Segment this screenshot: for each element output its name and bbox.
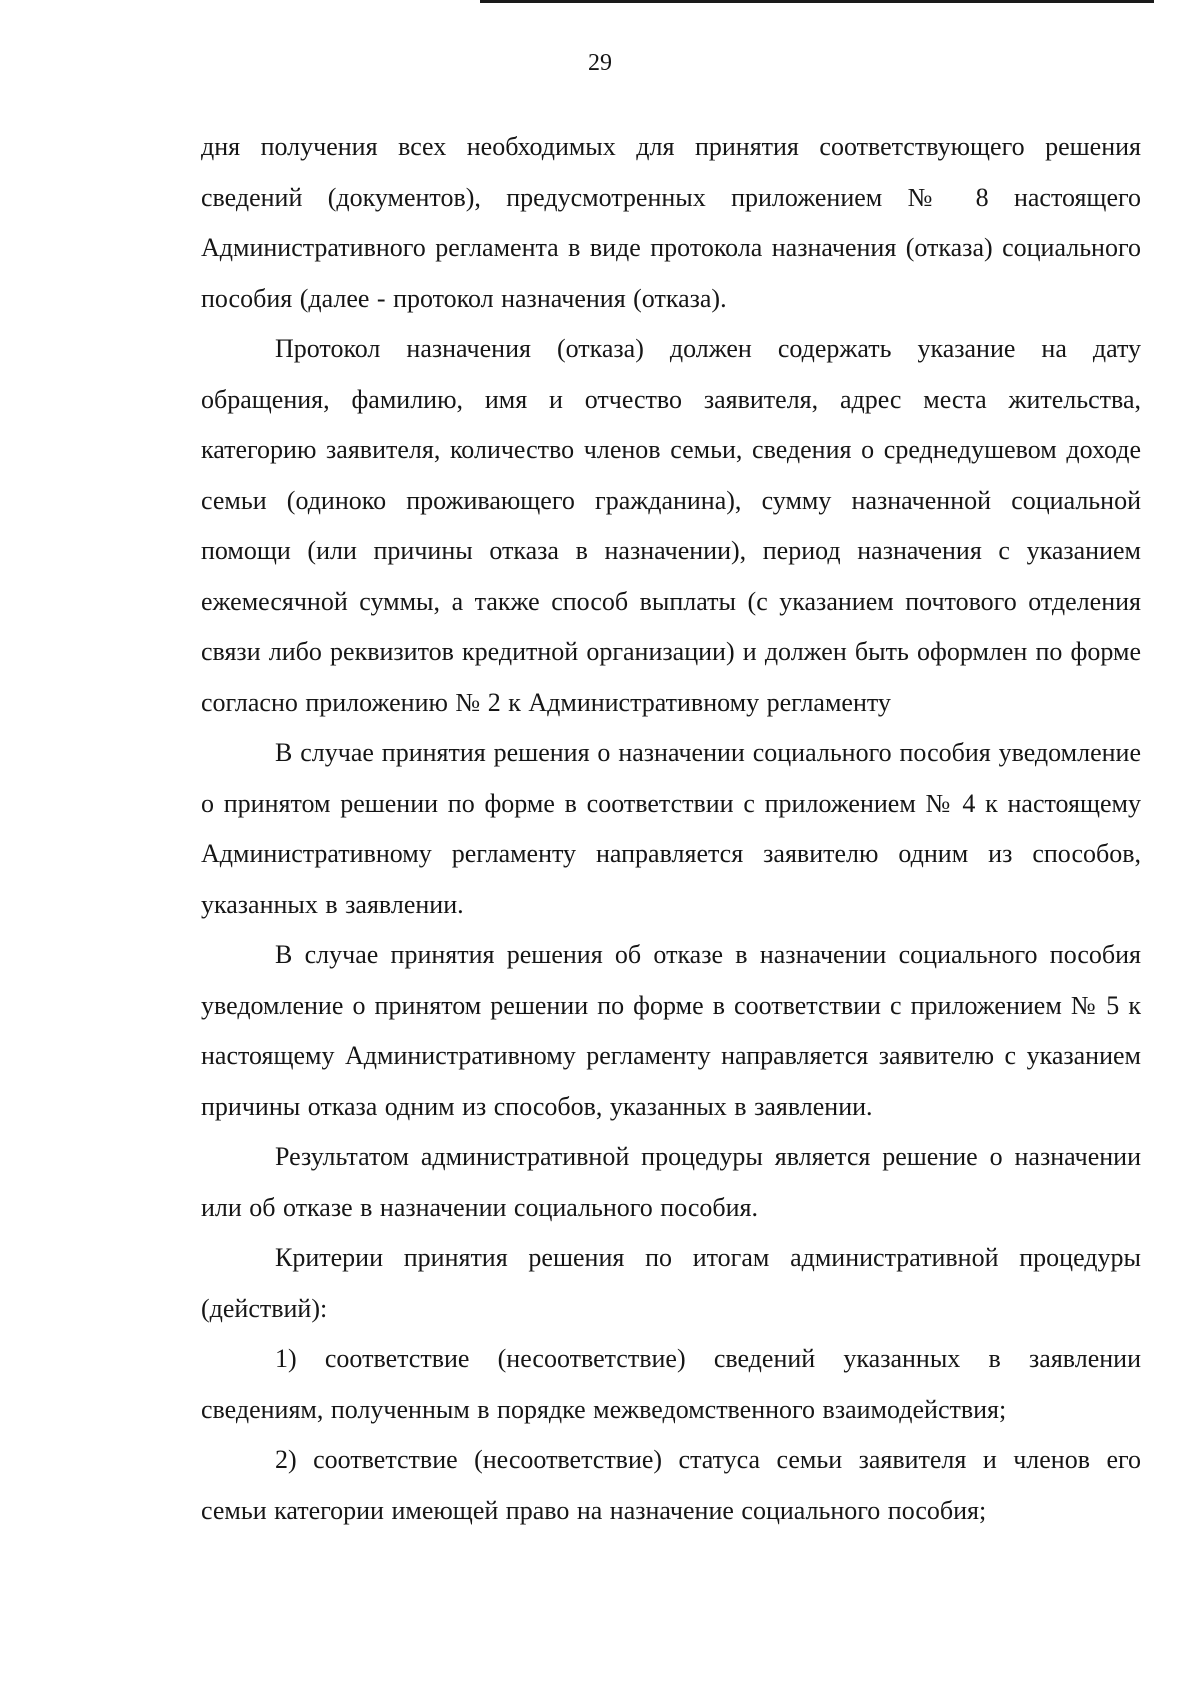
document-body: [201, 122, 1141, 1536]
list-item-criterion-2: 2) соответствие (несоответствие) статуса семьи заявителя и членов его семьи категории имеющей право на назначение социального пособия;: [201, 1445, 1141, 1525]
paragraph-procedure-result: Результатом административной процедуры является решение о назначении или об отказе в назначении социального пособия.: [201, 1142, 1141, 1222]
list-item-criterion-1: 1) соответствие (несоответствие) сведений указанных в заявлении сведениям, полученным в порядке межведомственного взаимодействия;: [201, 1344, 1141, 1424]
paragraph-refusal-notice: В случае принятия решения об отказе в назначении социального пособия уведомление о принятом решении по форме в соответствии с приложением № 5 к настоящему Административному регламенту направляется заявителю с указанием причины отказа одним из способов, указанных в заявлении.: [201, 940, 1141, 1121]
paragraph-protocol-contents: Протокол назначения (отказа) должен содержать указание на дату обращения, фамилию, имя и отчество заявителя, адрес места жительства, категорию заявителя, количество членов семьи, сведения о среднедушевом доходе семьи (одиноко проживающего гражданина), сумму назначенной социальной помощи (или причины отказа в назначении), период назначения с указанием ежемесячной суммы, а также способ выплаты (с указанием почтового отделения связи либо реквизитов кредитной организации) и должен быть оформлен по форме согласно приложению № 2 к Административному регламенту: [201, 334, 1141, 717]
paragraph-decision-criteria: Критерии принятия решения по итогам административной процедуры (действий):: [201, 1243, 1141, 1323]
page-number: 29: [588, 50, 612, 76]
paragraph-continuation: дня получения всех необходимых для принятия соответствующего решения сведений (документов), предусмотренных приложением № 8 настоящего Административного регламента в виде протокола назначения (отказа) социального пособия (далее - протокол назначения (отказа).: [201, 132, 1141, 313]
paragraph-approval-notice: В случае принятия решения о назначении социального пособия уведомление о принятом решении по форме в соответствии с приложением № 4 к настоящему Административному регламенту направляется заявителю одним из способов, указанных в заявлении.: [201, 738, 1141, 919]
top-border-line: [480, 0, 1154, 3]
